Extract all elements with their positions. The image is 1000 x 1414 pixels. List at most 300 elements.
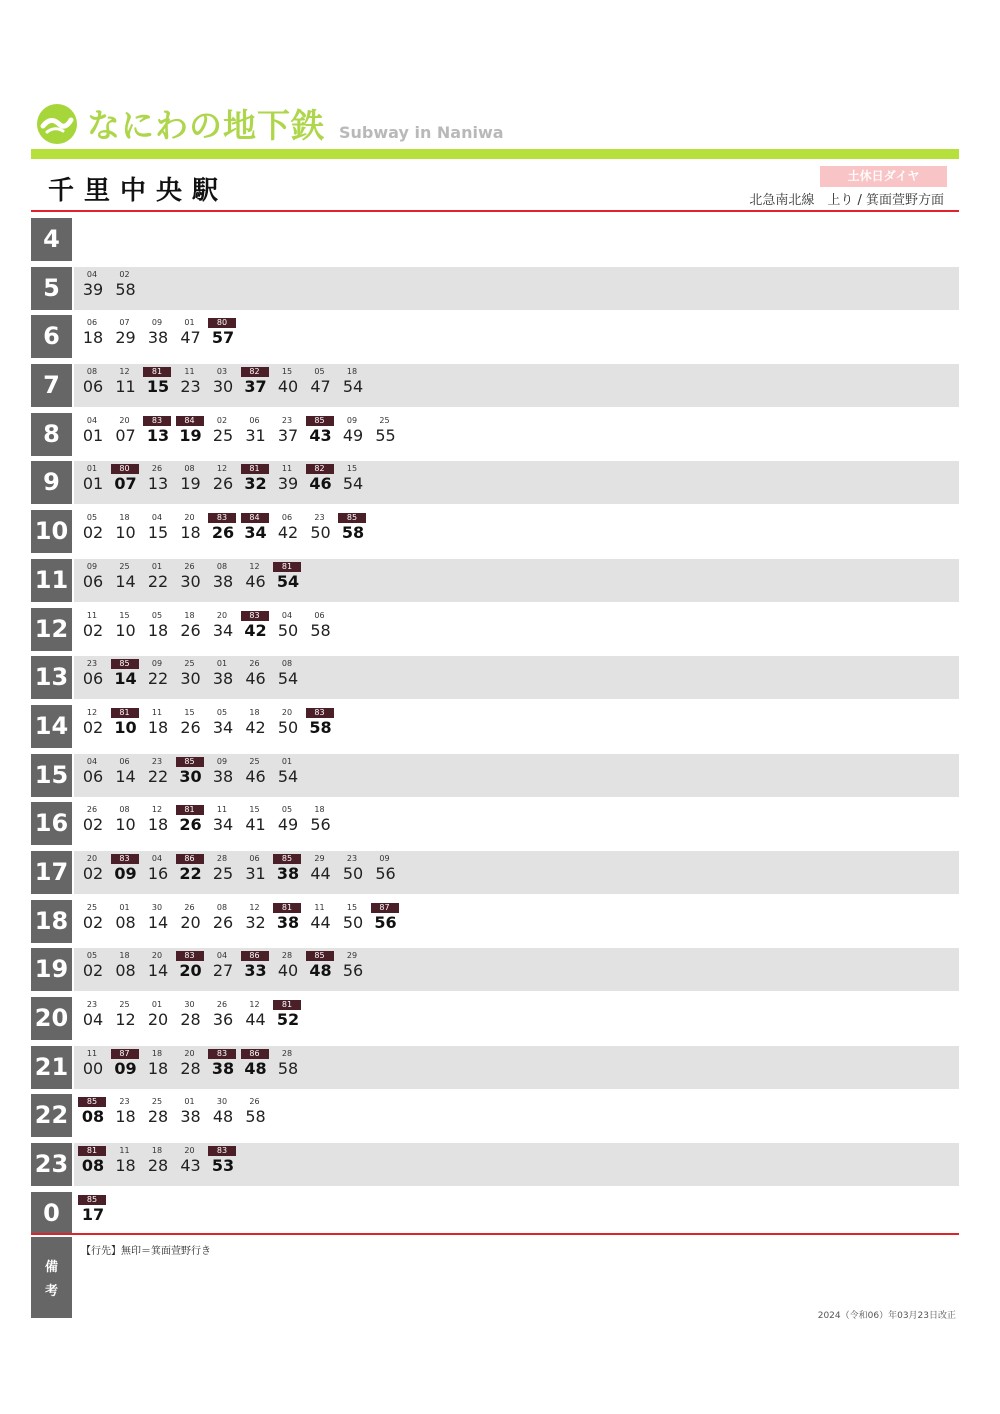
departure-minute: 55 <box>375 425 396 445</box>
departure <box>272 705 305 748</box>
departure <box>272 413 305 456</box>
departure <box>240 364 273 407</box>
train-number: 11 <box>86 1048 98 1058</box>
departure-list <box>77 948 370 991</box>
departure-minute: 28 <box>180 1010 201 1029</box>
train-marker-badge: 85 <box>176 757 204 767</box>
departure-minute: 08 <box>81 1107 105 1127</box>
departure <box>77 705 110 748</box>
departure-minute: 16 <box>147 863 169 883</box>
train-marker-badge: 86 <box>241 1049 269 1059</box>
departure-minute: 25 <box>212 425 234 445</box>
train-marker-badge: 84 <box>241 513 269 523</box>
train-number: 06 <box>314 610 325 620</box>
departure-minute: 18 <box>147 815 169 835</box>
train-number: 18 <box>346 367 358 377</box>
train-number: 26 <box>86 805 98 815</box>
train-number: 06 <box>249 853 260 863</box>
hour-row <box>31 802 959 851</box>
departure <box>240 461 273 504</box>
train-marker-badge: 81 <box>273 903 301 913</box>
train-number: 02 <box>216 415 228 425</box>
departure-minute: 58 <box>115 279 136 299</box>
train-number: 15 <box>346 464 358 474</box>
train-number: 01 <box>151 1000 163 1009</box>
departure-minute: 50 <box>342 912 364 932</box>
departure-minute: 02 <box>82 815 104 835</box>
remarks-text: 【行先】無印＝箕面萱野行き <box>81 1246 211 1257</box>
departure-minute: 42 <box>277 523 299 543</box>
train-number: 12 <box>151 805 163 815</box>
hour-label: 5 <box>31 267 72 310</box>
departure-minute: 22 <box>147 571 169 591</box>
departure-minute: 30 <box>179 766 202 786</box>
departure <box>175 1046 208 1089</box>
train-number: 08 <box>216 561 228 571</box>
departure <box>110 1094 143 1137</box>
train-number: 08 <box>281 659 293 669</box>
departure-list <box>77 1094 272 1137</box>
train-marker-badge: 87 <box>111 1049 139 1059</box>
departure-minute: 38 <box>212 766 234 786</box>
title-divider <box>31 210 959 212</box>
departure-minute: 18 <box>147 620 169 640</box>
departure-minute: 54 <box>277 766 299 786</box>
departure <box>110 851 143 894</box>
departure <box>272 754 305 797</box>
hour-label: 17 <box>31 851 72 894</box>
departure-minute: 40 <box>277 377 299 397</box>
hour-label: 23 <box>31 1143 72 1186</box>
departure <box>175 656 208 699</box>
train-number: 25 <box>379 415 390 425</box>
departure <box>207 1094 240 1137</box>
departure <box>110 705 143 748</box>
departure <box>337 851 370 894</box>
departure-minute: 54 <box>342 474 364 494</box>
departure-minute: 19 <box>179 425 202 445</box>
departure <box>77 754 110 797</box>
train-number: 26 <box>184 902 195 912</box>
departure-list <box>77 413 402 456</box>
departure-minute: 02 <box>82 863 104 883</box>
departure-minute: 52 <box>276 1010 300 1029</box>
departure <box>207 705 240 748</box>
train-marker-badge: 83 <box>176 951 204 961</box>
train-number: 01 <box>184 1097 195 1107</box>
train-number: 09 <box>216 756 228 766</box>
departure-list <box>77 997 305 1040</box>
train-number: 15 <box>346 902 358 912</box>
train-number: 20 <box>86 853 98 863</box>
departure-minute: 17 <box>81 1204 105 1224</box>
train-marker-badge: 83 <box>208 1146 236 1156</box>
departure <box>110 997 143 1040</box>
train-number: 18 <box>151 1146 163 1156</box>
train-number: 02 <box>119 269 130 279</box>
departure <box>77 315 110 358</box>
train-marker-badge: 83 <box>111 854 139 864</box>
departure-minute: 08 <box>115 912 136 932</box>
hour-row <box>31 315 959 364</box>
departure-minute: 26 <box>211 523 235 543</box>
departure-list <box>77 705 337 748</box>
departure <box>305 510 338 553</box>
departure-minute: 37 <box>244 377 267 397</box>
departure <box>77 267 110 310</box>
train-number: 23 <box>346 853 358 863</box>
departure <box>305 608 338 651</box>
train-number: 04 <box>151 853 163 863</box>
departure <box>110 656 143 699</box>
departure-minute: 20 <box>180 912 201 932</box>
train-number: 25 <box>86 902 98 912</box>
departure <box>305 413 338 456</box>
departure <box>110 1143 143 1186</box>
departure <box>272 510 305 553</box>
departure <box>337 413 370 456</box>
departure <box>142 413 175 456</box>
departure-minute: 33 <box>244 961 267 981</box>
hour-label: 12 <box>31 608 72 651</box>
train-marker-badge: 83 <box>241 611 269 621</box>
train-marker-badge: 83 <box>208 513 236 523</box>
hour-label: 9 <box>31 461 72 504</box>
departure <box>207 608 240 651</box>
departure-minute: 26 <box>180 620 201 640</box>
departure <box>272 1046 305 1089</box>
hour-label: 11 <box>31 559 72 602</box>
train-number: 15 <box>184 707 195 717</box>
departure <box>207 364 240 407</box>
header-divider <box>31 149 959 159</box>
train-number: 11 <box>216 805 228 815</box>
hour-row <box>31 559 959 608</box>
train-number: 20 <box>184 1146 195 1156</box>
train-number: 04 <box>151 513 163 523</box>
departure <box>370 851 403 894</box>
departure <box>305 461 338 504</box>
train-number: 09 <box>86 561 98 571</box>
train-number: 01 <box>86 464 98 474</box>
departure-minute: 02 <box>82 620 104 640</box>
departure <box>110 315 143 358</box>
hour-label: 13 <box>31 656 72 699</box>
departure-minute: 09 <box>114 1058 137 1078</box>
departure-minute: 50 <box>310 523 331 543</box>
train-number: 30 <box>151 902 163 912</box>
train-marker-badge: 85 <box>306 951 334 961</box>
departure <box>370 413 403 456</box>
departure-list <box>77 900 402 943</box>
train-number: 05 <box>86 513 98 523</box>
departure-minute: 47 <box>310 377 331 397</box>
departure <box>110 461 143 504</box>
departure-minute: 58 <box>309 717 332 737</box>
departure <box>240 754 273 797</box>
departure-minute: 46 <box>309 474 332 494</box>
departure <box>272 851 305 894</box>
hour-label: 15 <box>31 754 72 797</box>
departure <box>175 802 208 845</box>
departure-minute: 50 <box>277 620 299 640</box>
train-number: 12 <box>216 464 228 474</box>
hour-label: 6 <box>31 315 72 358</box>
train-marker-badge: 85 <box>306 416 334 426</box>
hour-row <box>31 218 959 267</box>
departure-minute: 57 <box>211 328 235 348</box>
departure-minute: 58 <box>245 1107 266 1127</box>
departure-minute: 50 <box>342 863 364 883</box>
departure-minute: 34 <box>212 815 234 835</box>
departure-minute: 48 <box>244 1058 267 1078</box>
departure-minute: 22 <box>179 863 202 883</box>
departure <box>272 559 305 602</box>
departure-minute: 56 <box>310 815 331 835</box>
train-marker-badge: 81 <box>143 367 171 377</box>
train-number: 25 <box>119 1000 130 1009</box>
train-number: 20 <box>151 951 163 961</box>
departure-list <box>77 608 337 651</box>
hour-label: 20 <box>31 997 72 1040</box>
hour-row <box>31 461 959 510</box>
departure-list <box>77 267 142 310</box>
train-number: 23 <box>86 1000 98 1009</box>
departure <box>207 948 240 991</box>
departure <box>337 364 370 407</box>
departure-minute: 38 <box>147 328 169 348</box>
departure-minute: 36 <box>212 1010 234 1029</box>
hour-row <box>31 656 959 705</box>
train-number: 05 <box>86 951 98 961</box>
departure <box>110 413 143 456</box>
departure <box>175 948 208 991</box>
departure <box>272 948 305 991</box>
departure-minute: 06 <box>82 766 104 786</box>
departure-minute: 39 <box>277 474 299 494</box>
hour-label: 0 <box>31 1192 72 1235</box>
departure <box>207 315 240 358</box>
train-number: 04 <box>281 610 293 620</box>
train-number: 25 <box>184 659 195 669</box>
departure-minute: 56 <box>374 912 397 932</box>
train-marker-badge: 83 <box>306 708 334 718</box>
train-number: 08 <box>184 464 195 474</box>
departure-minute: 34 <box>244 523 267 543</box>
departure-list <box>77 364 370 407</box>
train-marker-badge: 85 <box>78 1195 106 1205</box>
train-number: 05 <box>151 610 163 620</box>
train-number: 04 <box>86 756 98 766</box>
departure-minute: 44 <box>310 863 331 883</box>
departure-minute: 12 <box>115 1010 136 1029</box>
departure-minute: 02 <box>82 717 104 737</box>
departure <box>207 851 240 894</box>
departure <box>142 1046 175 1089</box>
train-number: 15 <box>119 610 130 620</box>
departure <box>240 559 273 602</box>
hour-row <box>31 851 959 900</box>
departure-minute: 00 <box>82 1058 104 1078</box>
departure <box>240 510 273 553</box>
departure-minute: 14 <box>114 669 137 689</box>
departure-minute: 08 <box>81 1156 105 1176</box>
departure-list <box>77 754 305 797</box>
hour-label: 21 <box>31 1046 72 1089</box>
departure <box>142 364 175 407</box>
departure-minute: 58 <box>341 523 365 543</box>
departure-minute: 26 <box>180 717 201 737</box>
departure-minute: 28 <box>147 1107 169 1127</box>
departure <box>240 802 273 845</box>
departure <box>272 364 305 407</box>
departure <box>272 802 305 845</box>
footer-divider <box>31 1233 959 1235</box>
train-number: 08 <box>216 902 228 912</box>
departure <box>240 1094 273 1137</box>
departure <box>142 1143 175 1186</box>
train-number: 23 <box>151 756 163 766</box>
departure-minute: 18 <box>115 1107 136 1127</box>
departure <box>110 754 143 797</box>
departure <box>207 802 240 845</box>
train-number: 11 <box>314 902 325 912</box>
train-number: 06 <box>119 756 130 766</box>
train-marker-badge: 81 <box>176 805 204 815</box>
departure <box>240 948 273 991</box>
departure-minute: 13 <box>146 425 170 445</box>
train-number: 23 <box>314 513 325 523</box>
departure-minute: 14 <box>147 912 169 932</box>
departure <box>207 413 240 456</box>
departure-minute: 44 <box>310 912 331 932</box>
train-number: 20 <box>281 707 293 717</box>
train-number: 23 <box>86 659 98 669</box>
train-number: 11 <box>119 1146 130 1156</box>
departure-minute: 38 <box>212 669 234 689</box>
train-number: 05 <box>216 707 228 717</box>
departure <box>240 1046 273 1089</box>
train-marker-badge: 87 <box>371 903 399 913</box>
departure-minute: 07 <box>115 425 136 445</box>
departure-list <box>77 315 240 358</box>
row-band <box>74 1192 959 1235</box>
departure-minute: 32 <box>244 474 267 494</box>
departure-list <box>77 1192 110 1235</box>
row-band <box>74 218 959 261</box>
departure-minute: 26 <box>179 815 202 835</box>
departure <box>142 608 175 651</box>
hour-label: 4 <box>31 218 72 261</box>
train-marker-badge: 83 <box>208 1049 236 1059</box>
hour-label: 19 <box>31 948 72 991</box>
train-number: 06 <box>249 415 260 425</box>
day-type-badge: 土休日ダイヤ <box>820 166 947 187</box>
departure <box>305 802 338 845</box>
train-number: 06 <box>281 513 293 523</box>
departure <box>142 461 175 504</box>
departure-minute: 23 <box>180 377 201 397</box>
train-number: 01 <box>119 902 130 912</box>
departure <box>207 754 240 797</box>
departure-minute: 26 <box>212 912 234 932</box>
departure-minute: 18 <box>115 1156 136 1176</box>
departure <box>142 754 175 797</box>
train-number: 08 <box>119 805 130 815</box>
departure <box>142 315 175 358</box>
departure <box>240 413 273 456</box>
departure <box>175 900 208 943</box>
departure-minute: 42 <box>244 620 267 640</box>
departure-minute: 50 <box>277 717 299 737</box>
train-number: 15 <box>281 367 293 377</box>
departure <box>175 413 208 456</box>
departure-minute: 38 <box>211 1058 235 1078</box>
departure <box>240 608 273 651</box>
train-number: 06 <box>86 318 98 328</box>
departure <box>175 1094 208 1137</box>
train-number: 07 <box>119 318 130 328</box>
train-number: 30 <box>216 1097 228 1107</box>
train-number: 20 <box>184 1048 195 1058</box>
train-number: 23 <box>119 1097 130 1107</box>
train-marker-badge: 85 <box>111 659 139 669</box>
departure-list <box>77 656 305 699</box>
departure <box>142 948 175 991</box>
hour-label: 7 <box>31 364 72 407</box>
station-name: 千里中央駅 <box>48 176 229 206</box>
departure-list <box>77 802 337 845</box>
train-number: 18 <box>151 1048 163 1058</box>
departure-minute: 38 <box>180 1107 201 1127</box>
hour-row <box>31 705 959 754</box>
departure <box>142 705 175 748</box>
train-number: 12 <box>119 367 130 377</box>
departure-minute: 31 <box>245 863 266 883</box>
train-number: 11 <box>184 367 195 377</box>
train-number: 01 <box>184 318 195 328</box>
brand-header <box>37 102 504 146</box>
departure <box>175 364 208 407</box>
train-number: 04 <box>86 415 98 425</box>
train-marker-badge: 81 <box>241 464 269 474</box>
train-marker-badge: 81 <box>273 562 301 572</box>
departure-minute: 54 <box>276 571 300 591</box>
departure <box>272 656 305 699</box>
departure <box>77 510 110 553</box>
departure-minute: 29 <box>115 328 136 348</box>
train-marker-badge: 82 <box>306 464 334 474</box>
departure <box>305 364 338 407</box>
departure-minute: 01 <box>82 425 104 445</box>
departure-minute: 08 <box>115 961 136 981</box>
train-number: 28 <box>281 951 293 961</box>
departure <box>305 948 338 991</box>
departure-minute: 20 <box>147 1010 169 1029</box>
train-number: 20 <box>119 415 130 425</box>
departure <box>207 1046 240 1089</box>
departure-minute: 43 <box>180 1156 201 1176</box>
hour-row <box>31 413 959 462</box>
departure-minute: 56 <box>375 863 396 883</box>
departure-list <box>77 461 370 504</box>
departure-minute: 38 <box>276 863 300 883</box>
departure-minute: 02 <box>82 961 104 981</box>
train-marker-badge: 85 <box>78 1097 106 1107</box>
hour-row <box>31 608 959 657</box>
departure <box>305 705 338 748</box>
departure <box>110 267 143 310</box>
